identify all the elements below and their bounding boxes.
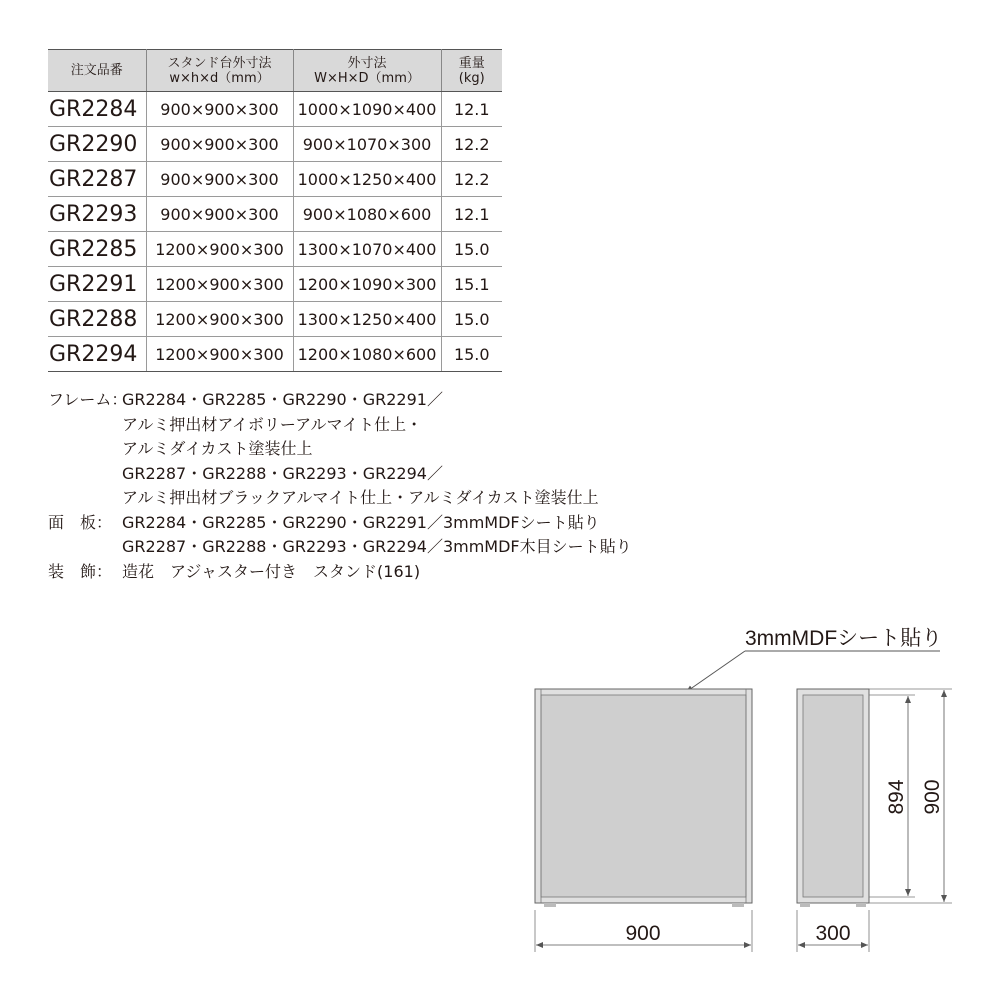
cell-outer: 900×1070×300 [293,127,441,162]
cell-weight: 12.2 [441,127,502,162]
note-frame-line: GR2287・GR2288・GR2293・GR2294／ [122,463,443,483]
inner-height-dimension [869,695,915,897]
callout-leader [686,651,745,692]
cell-weight: 15.1 [441,267,502,302]
cell-weight: 15.0 [441,337,502,372]
note-panel-line: GR2284・GR2285・GR2290・GR2291／3mmMDFシート貼り [122,512,600,532]
header-code: 注文品番 [48,50,146,92]
cell-stand: 1200×900×300 [146,232,293,267]
cell-outer: 1000×1090×400 [293,92,441,127]
side-foot-left [800,903,810,907]
side-view [797,689,869,907]
note-panel-line: GR2287・GR2288・GR2293・GR2294／3mmMDF木目シート貼り [122,537,632,556]
depth-dimension [797,910,869,952]
header-weight: 重量 (kg) [441,50,502,92]
header-stand-size: スタンド台外寸法 w×h×d（mm） [146,50,293,92]
inner-height-dim-label: 894 [885,779,908,815]
front-panel [541,695,746,897]
height-dimension [869,689,952,903]
cell-stand: 900×900×300 [146,162,293,197]
cell-outer: 1000×1250×400 [293,162,441,197]
callout-label: 3mmMDFシート貼り [745,627,943,650]
cell-code: GR2294 [48,337,146,372]
note-panel-label: 面 板： [48,512,113,532]
side-panel [803,695,863,897]
cell-outer: 1300×1250×400 [293,302,441,337]
front-foot-right [732,903,744,907]
cell-code: GR2284 [48,92,146,127]
cell-code: GR2291 [48,267,146,302]
header-outer-size: 外寸法 W×H×D（mm） [293,50,441,92]
note-decor-label: 装 飾： [48,561,113,581]
note-frame-label: フレーム： [48,390,128,409]
cell-stand: 1200×900×300 [146,267,293,302]
width-dim-label: 900 [625,922,661,945]
height-dim-label: 900 [921,779,944,815]
cell-outer: 1300×1070×400 [293,232,441,267]
note-decor-line: 造花 アジャスター付き スタンド(161) [122,561,421,581]
side-foot-right [856,903,866,907]
cell-stand: 900×900×300 [146,127,293,162]
cell-outer: 1200×1080×600 [293,337,441,372]
note-frame-line: アルミダイカスト塗装仕上 [122,439,313,458]
front-view [535,689,752,907]
cell-weight: 12.1 [441,197,502,232]
note-frame-line: GR2284・GR2285・GR2290・GR2291／ [122,390,443,409]
cell-stand: 1200×900×300 [146,302,293,337]
cell-code: GR2287 [48,162,146,197]
width-dimension [535,910,752,952]
cell-weight: 12.1 [441,92,502,127]
cell-weight: 15.0 [441,302,502,337]
cell-weight: 15.0 [441,232,502,267]
depth-dim-label: 300 [815,922,851,945]
cell-code: GR2288 [48,302,146,337]
front-foot-left [544,903,556,907]
cell-stand: 900×900×300 [146,92,293,127]
cell-stand: 1200×900×300 [146,337,293,372]
note-frame-line: アルミ押出材アイボリーアルマイト仕上・ [122,414,423,434]
cell-code: GR2290 [48,127,146,162]
cell-code: GR2293 [48,197,146,232]
cell-stand: 900×900×300 [146,197,293,232]
cell-code: GR2285 [48,232,146,267]
cell-outer: 900×1080×600 [293,197,441,232]
cell-outer: 1200×1090×300 [293,267,441,302]
note-frame-line: アルミ押出材ブラックアルマイト仕上・アルミダイカスト塗装仕上 [122,488,599,507]
cell-weight: 12.2 [441,162,502,197]
